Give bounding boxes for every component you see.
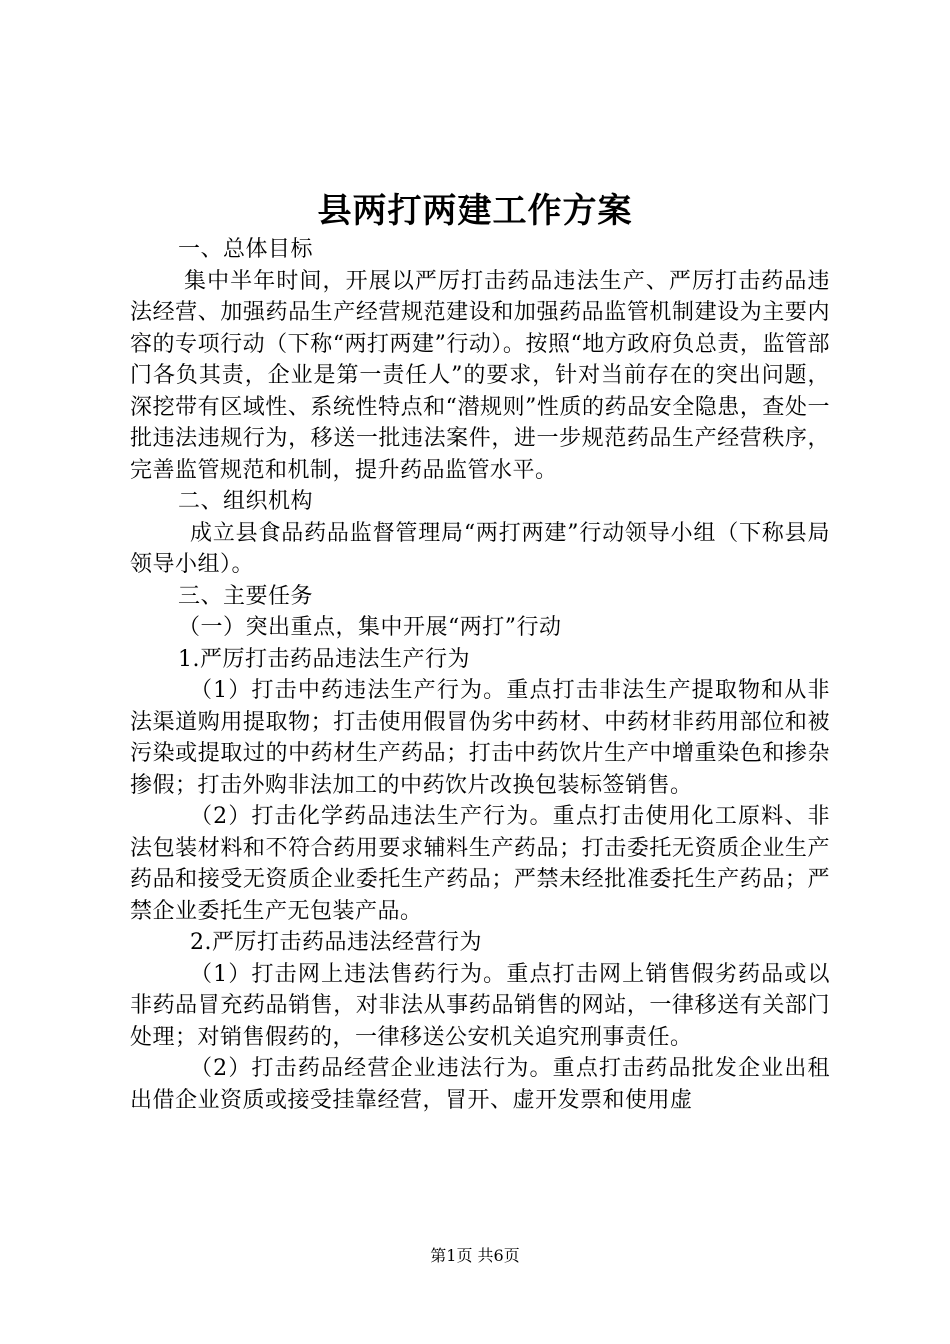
heading-organization: 二、组织机构: [178, 489, 314, 514]
heading-general-goal: 一、总体目标: [178, 237, 314, 262]
paragraph-chemical-medicine: （2）打击化学药品违法生产行为。重点打击使用化工原料、非法包装材料和不符合药用要求辅料生产药品；打击委托无资质企业生产药品和接受无资质企业委托生产药品；严禁未经批准委托生产药品；严禁企业委托生产无包装产品。: [130, 804, 830, 924]
item-illegal-operation: 2.严厉打击药品违法经营行为: [190, 930, 482, 955]
item-illegal-production: 1.严厉打击药品违法生产行为: [178, 646, 470, 672]
paragraph-chinese-medicine: （1）打击中药违法生产行为。重点打击非法生产提取物和从非法渠道购用提取物；打击使用假冒伪劣中药材、中药材非药用部位和被污染或提取过的中药材生产药品；打击中药饮片生产中增重染色和掺杂掺假；打击外购非法加工的中药饮片改换包装标签销售。: [130, 678, 830, 798]
paragraph-general-goal: 集中半年时间，开展以严厉打击药品违法生产、严厉打击药品违法经营、加强药品生产经营规范建设和加强药品监管机制建设为主要内容的专项行动（下称“两打两建”行动）。按照“地方政府负总责，监管部门各负其责，企业是第一责任人”的要求，针对当前存在的突出问题，深挖带有区域性、系统性特点和“潜规则”性质的药品安全隐患，查处一批违法违规行为，移送一批违法案件，进一步规范药品生产经营秩序，完善监管规范和机制，提升药品监管水平。: [130, 268, 830, 483]
document-title: 县两打两建工作方案: [317, 191, 633, 231]
document-body: [130, 234, 830, 1116]
paragraph-online-sales: （1）打击网上违法售药行为。重点打击网上销售假劣药品或以非药品冒充药品销售，对非法从事药品销售的网站，一律移送有关部门处理；对销售假药的，一律移送公安机关追究刑事责任。: [130, 961, 830, 1050]
paragraph-organization: 成立县食品药品监督管理局“两打两建”行动领导小组（下称县局领导小组）。: [130, 520, 830, 577]
paragraph-drug-enterprises: （2）打击药品经营企业违法行为。重点打击药品批发企业出租出借企业资质或接受挂靠经营，冒开、虚开发票和使用虚: [130, 1056, 830, 1113]
subheading-two-strikes: （一）突出重点，集中开展“两打”行动: [178, 615, 562, 640]
heading-main-tasks: 三、主要任务: [178, 583, 314, 609]
page-footer: 第1页 共6页: [430, 1246, 520, 1265]
